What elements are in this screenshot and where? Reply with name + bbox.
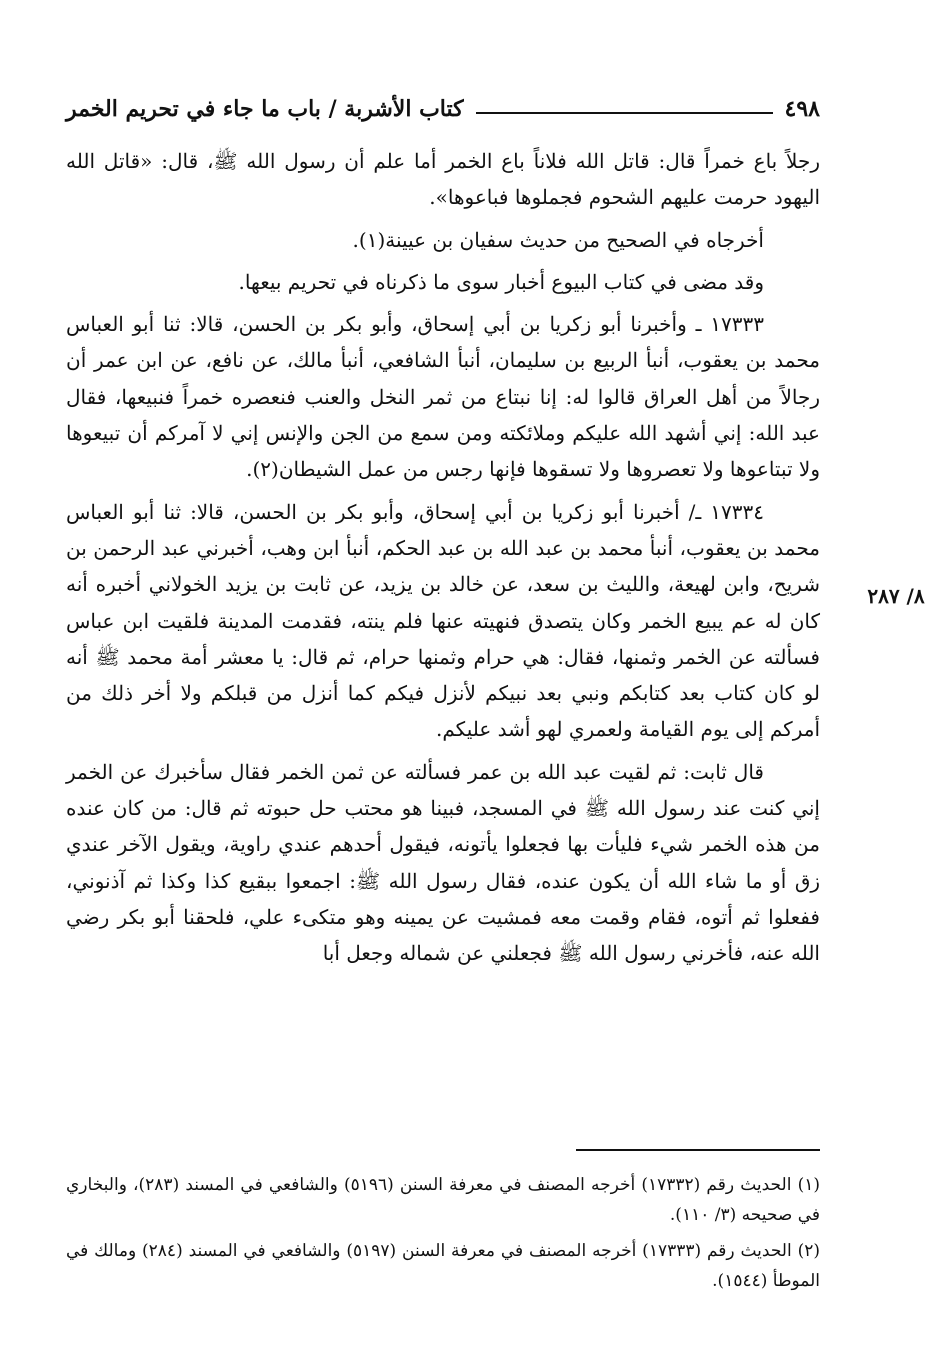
footnote-1: (١) الحديث رقم (١٧٣٣٢) أخرجه المصنف في معرفة السنن (٥١٩٦) والشافعي في المسند (٢٨٣)، والبخاري في صحيحه (٣/ ١١٠). (66, 1175, 820, 1225)
paragraph-continuation: رجلاً باع خمراً قال: قاتل الله فلاناً باع الخمر أما علم أن رسول الله ﷺ، قال: «قاتل الله اليهود حرمت عليهم الشحوم فجملوها فباعوها». (66, 149, 820, 210)
footnote-divider (576, 1149, 820, 1151)
hadith-17334: ١٧٣٣٤ ـ/ أخبرنا أبو زكريا بن أبي إسحاق، وأبو بكر بن الحسن، قالا: ثنا أبو العباس محمد بن يعقوب، أنبأ محمد بن عبد الله بن عبد الحكم، أنبأ ابن وهب، أخبرني عبد الرحمن بن شريح، وابن لهيعة، والليث بن سعد، عن خالد بن يزيد، عن ثابت بن يزيد الخولاني أخبره أنه كان له عم يبيع الخمر وكان يتصدق فنهيته عنها فلم ينته، فقدمت المدينة فلقيت ابن عباس فسألته عن الخمر وثمنها، فقال: هي حرام وثمنها حرام، ثم قال: يا معشر أمة محمد ﷺ أنه لو كان كتاب بعد كتابكم ونبي بعد نبيكم لأنزل فيكم كما أنزل من قبلكم ولا أخر ذلك من أمركم إلى يوم القيامة ولعمري لهو أشد عليكم. (66, 499, 821, 742)
body-text (66, 143, 820, 978)
margin-reference: ٨/ ٢٨٧ (867, 584, 925, 608)
footnote-2: (٢) الحديث رقم (١٧٣٣٣) أخرجه المصنف في معرفة السنن (٥١٩٧) والشافعي في المسند (٢٨٤) ومالك في الموطأ (١٥٤٤). (66, 1241, 820, 1291)
footnotes (66, 1170, 820, 1302)
hadith-17333: ١٧٣٣٣ ـ وأخبرنا أبو زكريا بن أبي إسحاق، وأبو بكر بن الحسن، قالا: ثنا أبو العباس محمد بن يعقوب، أنبأ الربيع بن سليمان، أنبأ الشافعي، أنبأ مالك، عن نافع، عن ابن عمر أن رجالاً من أهل العراق قالوا له: إنا نبتاع من ثمر النخل والعنب فنعصره خمراً فنبيعها، فقال عبد الله: إني أشهد الله عليكم وملائكته ومن سمع من الجن والإنس إني لا آمركم أن تبيعوها ولا تبتاعوها ولا تعصروها ولا تسقوها فإنها رجس من عمل الشيطان(٢). (66, 312, 820, 482)
page-number: ٤٩٨ (784, 96, 820, 122)
paragraph-takhrij: أخرجاه في الصحيح من حديث سفيان بن عيينة(١). (352, 227, 764, 252)
running-title: كتاب الأشربة / باب ما جاء في تحريم الخمر (66, 96, 464, 122)
paragraph-thabit: قال ثابت: ثم لقيت عبد الله بن عمر فسألته عن ثمن الخمر فقال سأخبرك عن الخمر إني كنت عند رسول الله ﷺ في المسجد، فبينا هو محتب حل حبوته ثم قال: من كان عنده من هذه الخمر شيء فليأت بها فجعلوا يأتونه، فيقول أحدهم عندي راوية، ويقول الآخر عندي زق أو ما شاء الله أن يكون عنده، فقال رسول الله ﷺ: اجمعوا ببقيع كذا وكذا ثم آذنوني، ففعلوا ثم أتوه، فقام وقمت معه فمشيت عن يمينه وهو متكىء علي، فلحقنا أبو بكر رضي الله عنه، فأخرني رسول الله ﷺ فجعلني عن شماله وجعل أبا (66, 759, 820, 966)
paragraph-note: وقد مضى في كتاب البيوع أخبار سوى ما ذكرناه في تحريم بيعها. (238, 269, 764, 294)
header-rule (476, 112, 773, 114)
page-header (66, 82, 820, 122)
